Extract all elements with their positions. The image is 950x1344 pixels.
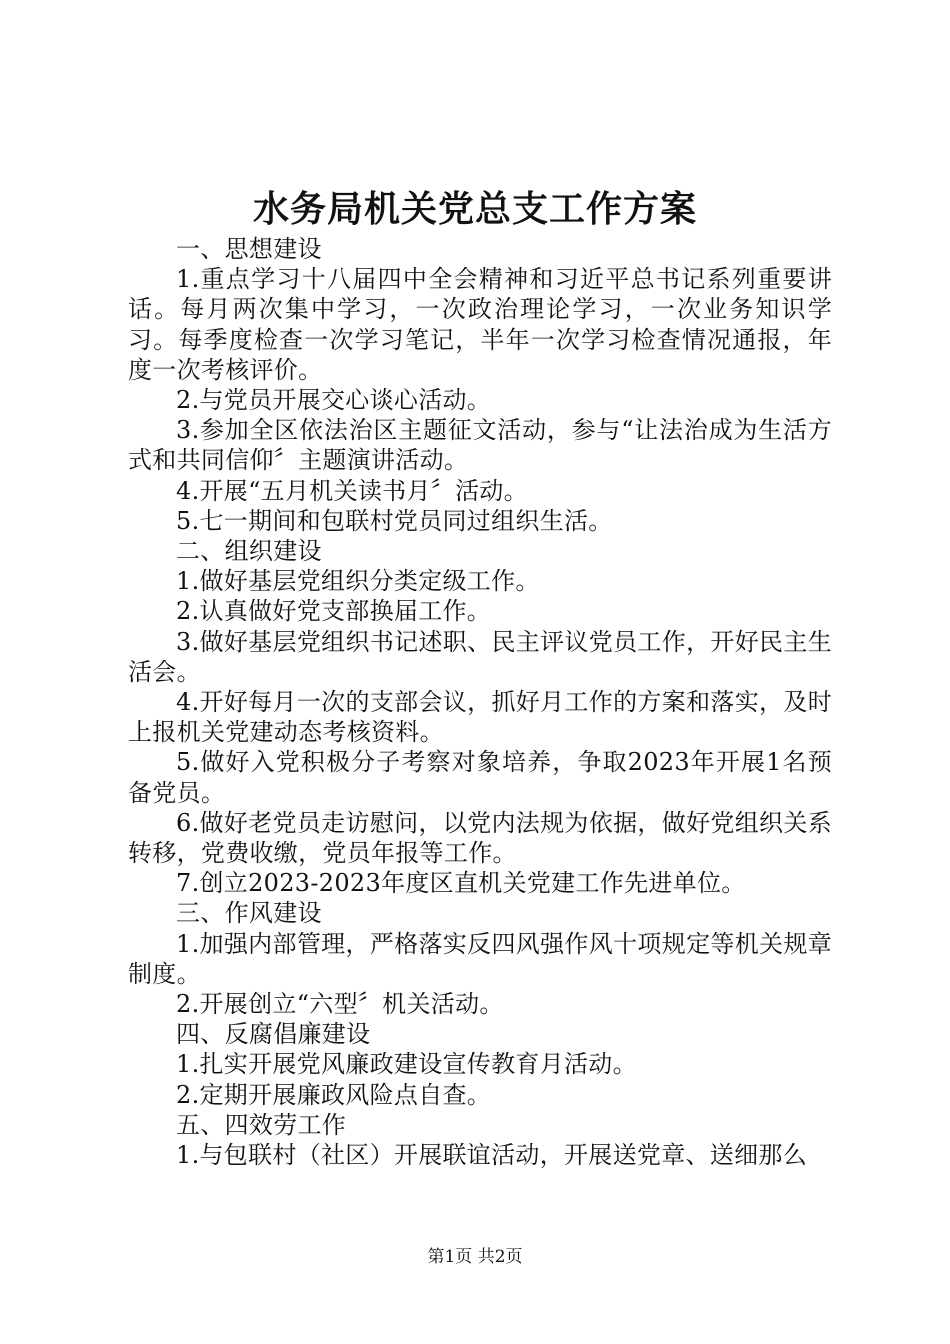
paragraph: 6.做好老党员走访慰问，以党内法规为依据，做好党组织关系转移，党费收缴，党员年报等工作。	[128, 808, 832, 868]
page-footer: 第1页 共2页	[427, 1247, 523, 1267]
paragraph: 2.开展创立“六型〞机关活动。	[176, 990, 504, 1019]
section-heading: 五、四效劳工作	[176, 1110, 347, 1139]
paragraph: 1.加强内部管理，严格落实反四风强作风十项规定等机关规章制度。	[128, 929, 832, 988]
section-heading: 二、组织建设	[176, 537, 322, 566]
paragraph: 1.扎实开展党风廉政建设宣传教育月活动。	[176, 1050, 637, 1079]
section-heading: 三、作风建设	[176, 899, 322, 928]
paragraph: 5.七一期间和包联村党员同过组织生活。	[176, 506, 613, 535]
paragraph: 2.认真做好党支部换届工作。	[176, 597, 492, 626]
section-heading: 一、思想建设	[176, 235, 322, 263]
paragraph: 3.参加全区依法治区主题征文活动，参与“让法治成为生活方式和共同信仰〞主题演讲活动。	[128, 416, 832, 475]
paragraph: 5.做好入党积极分子考察对象培养，争取2023年开展1名预备党员。	[128, 748, 832, 807]
paragraph: 1.与包联村（社区）开展联谊活动，开展送党章、送细那么	[176, 1141, 807, 1170]
paragraph: 1.重点学习十八届四中全会精神和习近平总书记系列重要讲话。每月两次集中学习，一次政治理论学习，一次业务知识学习。每季度检查一次学习笔记，半年一次学习检查情况通报，年度一次考核评价。	[128, 265, 832, 384]
paragraph: 4.开展“五月机关读书月〞活动。	[176, 476, 528, 505]
document-body	[128, 234, 832, 1170]
paragraph: 7.创立2023-2023年度区直机关党建工作先进单位。	[176, 869, 746, 898]
section-heading: 四、反腐倡廉建设	[176, 1020, 371, 1049]
paragraph: 4.开好每月一次的支部会议，抓好月工作的方案和落实，及时上报机关党建动态考核资料。	[128, 688, 832, 747]
paragraph: 2.定期开展廉政风险点自查。	[176, 1080, 492, 1109]
document-title: 水务局机关党总支工作方案	[252, 188, 697, 230]
paragraph: 3.做好基层党组织书记述职、民主评议党员工作，开好民主生活会。	[128, 627, 832, 686]
paragraph: 2.与党员开展交心谈心活动。	[176, 386, 492, 415]
paragraph: 1.做好基层党组织分类定级工作。	[176, 567, 540, 596]
